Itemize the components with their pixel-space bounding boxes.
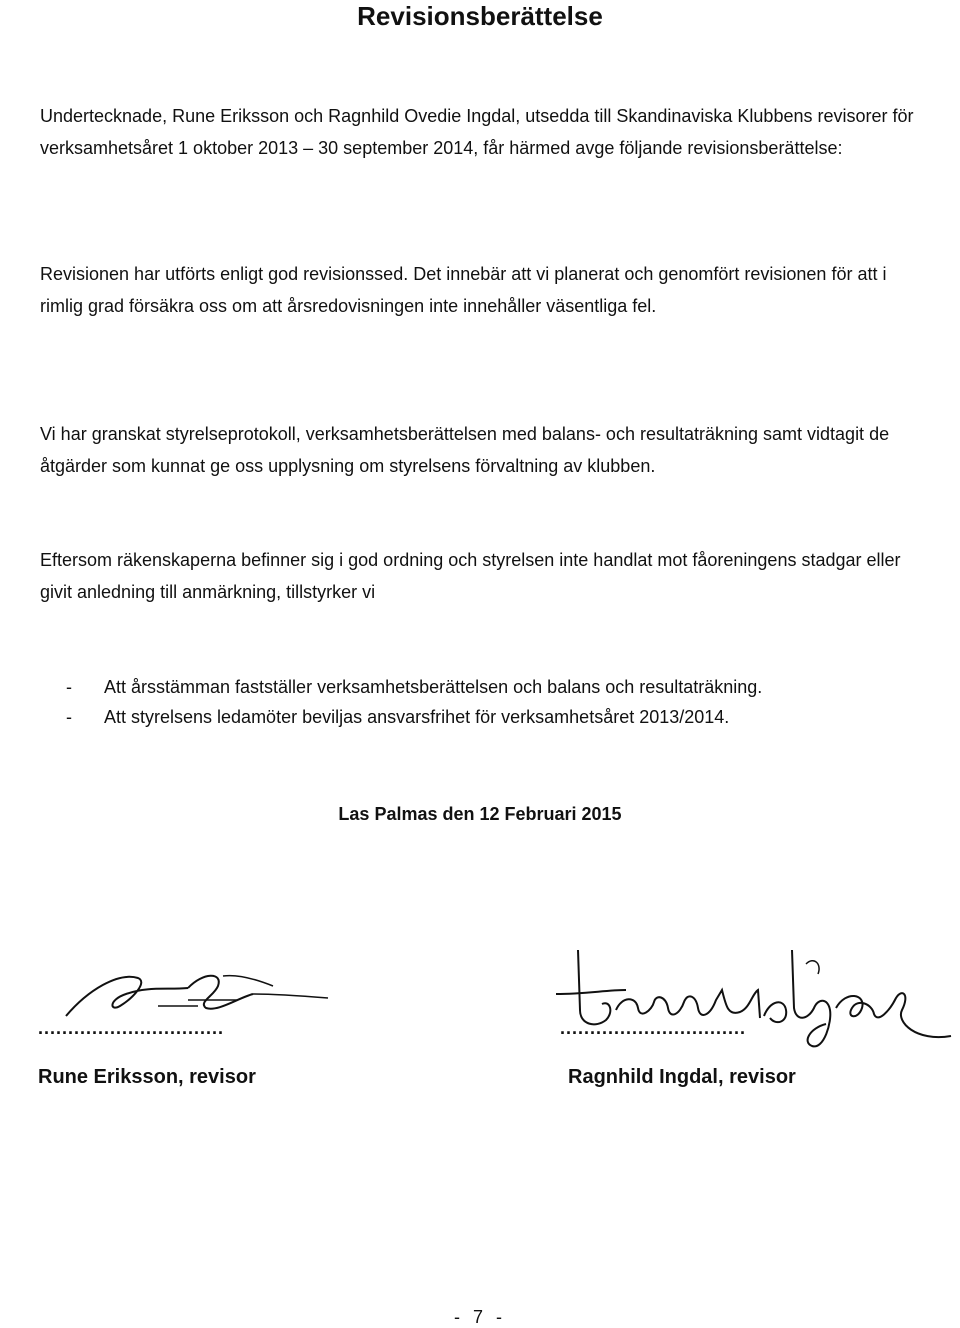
review-scope-paragraph: Vi har granskat styrelseprotokoll, verksamhetsberättelsen med balans- och resultaträkning samt vidtagit de åtgärder som kunnat ge oss upplysning om styrelsens förvaltning av klubben.: [40, 424, 890, 476]
recommendation-list: [40, 672, 920, 732]
place-and-date: Las Palmas den 12 Februari 2015: [338, 804, 622, 824]
document-title: Revisionsberättelse: [357, 1, 603, 31]
conclusion-paragraph: Eftersom räkenskaperna befinner sig i god ordning och styrelsen inte handlat mot fåoreningens stadgar eller givit anledning till anmärkning, tillstyrker vi: [40, 550, 901, 602]
signature-line-left: ...............................: [38, 1018, 225, 1038]
handwritten-signature-right: [556, 950, 956, 1060]
signer-name-right: Ragnhild Ingdal, revisor: [568, 1066, 796, 1088]
signature-block-left: [38, 950, 438, 1110]
intro-paragraph: Undertecknade, Rune Eriksson och Ragnhild Ovedie Ingdal, utsedda till Skandinaviska Klubbens revisorer för verksamhetsåret 1 oktober 2013 – 30 september 2014, får härmed avge följande revisionsberättelse:: [40, 106, 914, 158]
list-marker: -: [66, 707, 72, 727]
signature-block-right: [556, 950, 956, 1110]
audit-method-paragraph: Revisionen har utförts enligt god revisionssed. Det innebär att vi planerat och genomfört revisionen för att i rimlig grad försäkra oss om att årsredovisningen inte innehåller väsentliga fel.: [40, 264, 887, 316]
list-item: [40, 672, 920, 702]
list-marker: -: [66, 677, 72, 697]
list-item-text: Att styrelsens ledamöter beviljas ansvarsfrihet för verksamhetsåret 2013/2014.: [104, 707, 730, 727]
page-number: - 7 -: [453, 1307, 506, 1327]
list-item: [40, 702, 920, 732]
list-item-text: Att årsstämman fastställer verksamhetsberättelsen och balans och resultaträkning.: [104, 677, 763, 697]
signature-line-right: ...............................: [560, 1018, 747, 1038]
signer-name-left: Rune Eriksson, revisor: [38, 1066, 256, 1088]
